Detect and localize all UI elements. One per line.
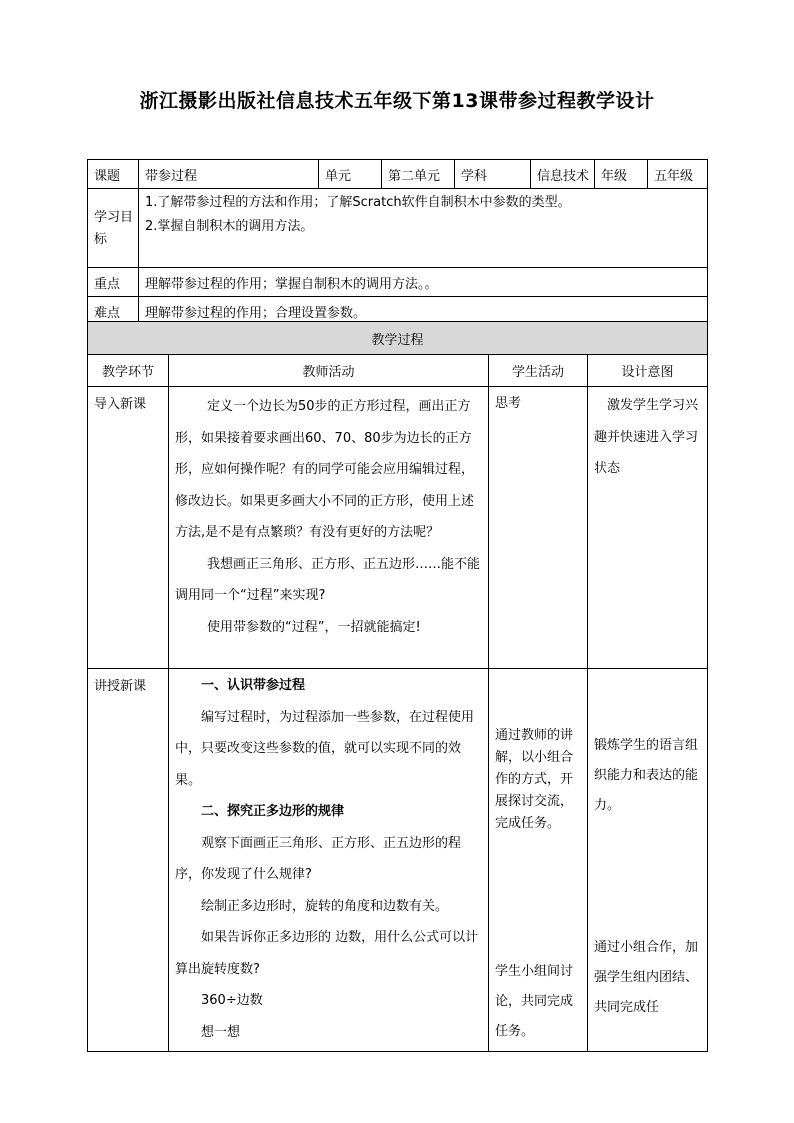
student-activity-text: 通过教师的讲解，以小组合作的方式，开展探讨交流，完成任务。	[495, 728, 574, 831]
key-value: 理解带参过程的作用；掌握自制积木的调用方法。。	[139, 268, 708, 297]
document-title: 浙江摄影出版社信息技术五年级下第13课带参过程教学设计	[139, 90, 655, 112]
key-label: 重点	[88, 268, 139, 297]
unit-value: 第二单元	[382, 160, 455, 189]
info-row-key	[88, 268, 708, 297]
subject-value: 信息技术	[531, 160, 595, 189]
teacher-paragraph: 定义一个边长为50步的正方形过程，画出正方形，如果接着要求画出60、70、80步为边长的正方形，应如何操作呢？有的同学可能会应用编辑过程，修改边长。如果更多画大小不同的正方形，使用上述方法,是不是有点繁琐？有没有更好的方法呢？	[175, 399, 475, 540]
process-table	[87, 321, 708, 1052]
subject-label: 学科	[455, 160, 531, 189]
stage-new: 讲授新课	[88, 669, 169, 1052]
process-header-row	[88, 355, 708, 387]
teacher-paragraph: 如果告诉你正多边形的 边数，用什么公式可以计算出旋转度数?	[175, 930, 479, 977]
student-activity-intro: 思考	[489, 387, 588, 669]
process-row-intro	[88, 387, 708, 669]
header-student: 学生活动	[489, 355, 588, 387]
process-row-new	[88, 669, 708, 1052]
header-teacher: 教师活动	[169, 355, 489, 387]
grade-value: 五年级	[648, 160, 708, 189]
student-activity-new	[489, 669, 588, 1052]
topic-value: 带参过程	[139, 160, 319, 189]
design-intent-text: 锻炼学生的语言组织能力和表达的能力。	[594, 738, 699, 813]
info-row-goals	[88, 189, 708, 268]
teacher-paragraph: 观察下面画正三角形、正方形、正五边形的程序，你发现了什么规律?	[175, 835, 462, 882]
stage-intro: 导入新课	[88, 387, 169, 669]
unit-label: 单元	[319, 160, 382, 189]
process-band: 教学过程	[88, 322, 708, 355]
formula: 360÷边数	[201, 993, 263, 1008]
teacher-paragraph: 绘制正多边形时，旋转的角度和边数有关。	[201, 898, 449, 914]
goal-item: 1.了解带参过程的方法和作用；了解Scratch软件自制积木中参数的类型。	[145, 195, 571, 210]
info-row-topic	[88, 160, 708, 189]
goals-list	[139, 189, 708, 268]
grade-label: 年级	[595, 160, 648, 189]
student-activity-text: 学生小组间讨论，共同完成任务。	[495, 964, 574, 1039]
teacher-paragraph: 使用带参数的“过程”，一招就能搞定!	[207, 619, 421, 635]
section-heading: 一、认识带参过程	[201, 678, 306, 693]
difficulty-label: 难点	[88, 297, 139, 326]
teacher-paragraph: 我想画正三角形、正方形、正五边形……能不能调用同一个“过程”来实现?	[175, 556, 481, 603]
teacher-paragraph: 编写过程时，为过程添加一些参数，在过程使用中，只要改变这些参数的值，就可以实现不同的效果。	[175, 709, 475, 788]
design-intent-intro: 激发学生学习兴趣并快速进入学习状态	[588, 387, 708, 669]
topic-label: 课题	[88, 160, 139, 189]
section-heading: 二、探究正多边形的规律	[201, 804, 345, 819]
teacher-activity-intro	[169, 387, 489, 669]
goal-item: 2.掌握自制积木的调用方法。	[145, 219, 314, 234]
header-design: 设计意图	[588, 355, 708, 387]
design-intent-text: 通过小组合作，加强学生组内团结、共同完成任	[594, 940, 699, 1015]
goals-label: 学习目标	[88, 189, 139, 268]
header-stage: 教学环节	[88, 355, 169, 387]
difficulty-value: 理解带参过程的作用；合理设置参数。	[139, 297, 708, 326]
design-intent-new	[588, 669, 708, 1052]
info-table	[87, 159, 708, 326]
teacher-activity-new	[169, 669, 489, 1052]
teacher-paragraph: 想一想	[201, 1024, 241, 1040]
